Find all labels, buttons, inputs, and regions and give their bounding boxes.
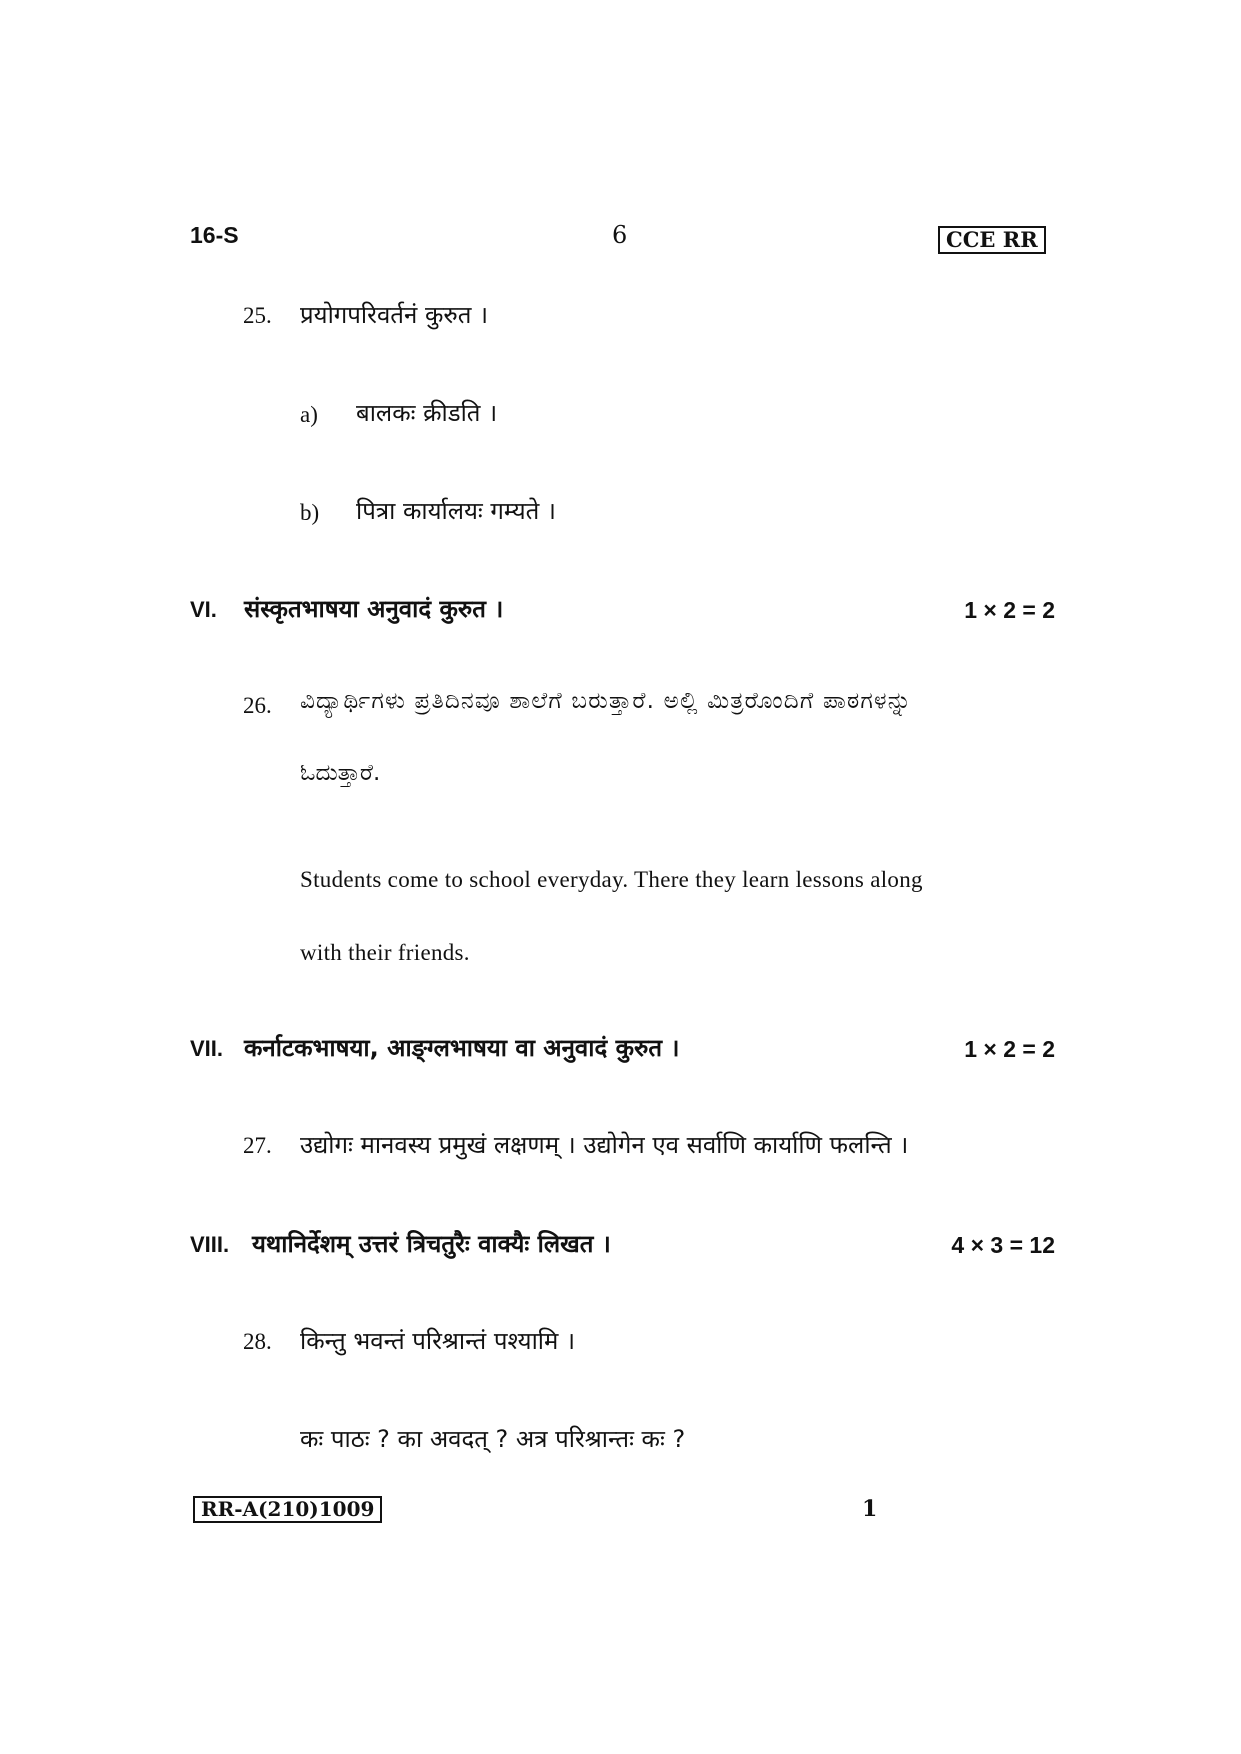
q25b-text: पित्रा कार्यालयः गम्यते । [356,497,557,525]
q28-subquestions: कः पाठः ? का अवदत् ? अत्र परिश्रान्तः कः ? [300,1425,686,1453]
section7-marks: 1 × 2 = 2 [964,1036,1055,1062]
q25a-text: बालकः क्रीडति । [356,399,498,427]
section8-marks: 4 × 3 = 12 [951,1232,1055,1258]
q26-english-line1: Students come to school everyday. There they learn lessons along [300,867,923,892]
q26-kannada-line1: ವಿದ್ಯಾರ್ಥಿಗಳು ಪ್ರತಿದಿನವೂ ಶಾಲೆಗೆ ಬರುತ್ತಾರೆ. ಅಲ್ಲಿ ಮಿತ್ರರೊಂದಿಗೆ ಪಾಠಗಳನ್ನು [300,688,913,714]
q25-text: प्रयोगपरिवर्तनं कुरुत । [300,301,489,329]
page-number: 6 [612,221,628,249]
section6-roman: VI. [190,597,217,622]
q25b-label: b) [300,500,320,525]
q26-kannada-line2: ಓದುತ್ತಾರೆ. [300,760,381,786]
q28-text: किन्तु भवन्तं परिश्रान्तं पश्यामि । [300,1327,576,1355]
q27-number: 27. [243,1133,272,1158]
section6-marks: 1 × 2 = 2 [964,597,1055,623]
footer-code: RR-A(210)1009 [193,1496,382,1523]
q27-text: उद्योगः मानवस्य प्रमुखं लक्षणम् । उद्योगेन एव सर्वाणि कार्याणि फलन्ति । [300,1131,909,1159]
section6-title: संस्कृतभाषया अनुवादं कुरुत । [244,595,504,623]
footer-number: 1 [862,1496,878,1522]
q26-english-line2: with their friends. [300,940,470,965]
paper-code: 16-S [190,222,239,248]
cce-rr-badge: CCE RR [938,226,1046,254]
q25a-label: a) [300,402,318,427]
section8-title: यथानिर्देशम् उत्तरं त्रिचतुरैः वाक्यैः लिखत । [252,1230,611,1258]
section7-roman: VII. [190,1036,224,1061]
q26-number: 26. [243,693,272,718]
q25-number: 25. [243,303,272,328]
section7-title: कर्नाटकभाषया, आङ्ग्लभाषया वा अनुवादं कुरुत । [244,1034,680,1062]
section8-roman: VIII. [190,1232,230,1257]
q28-number: 28. [243,1329,272,1354]
